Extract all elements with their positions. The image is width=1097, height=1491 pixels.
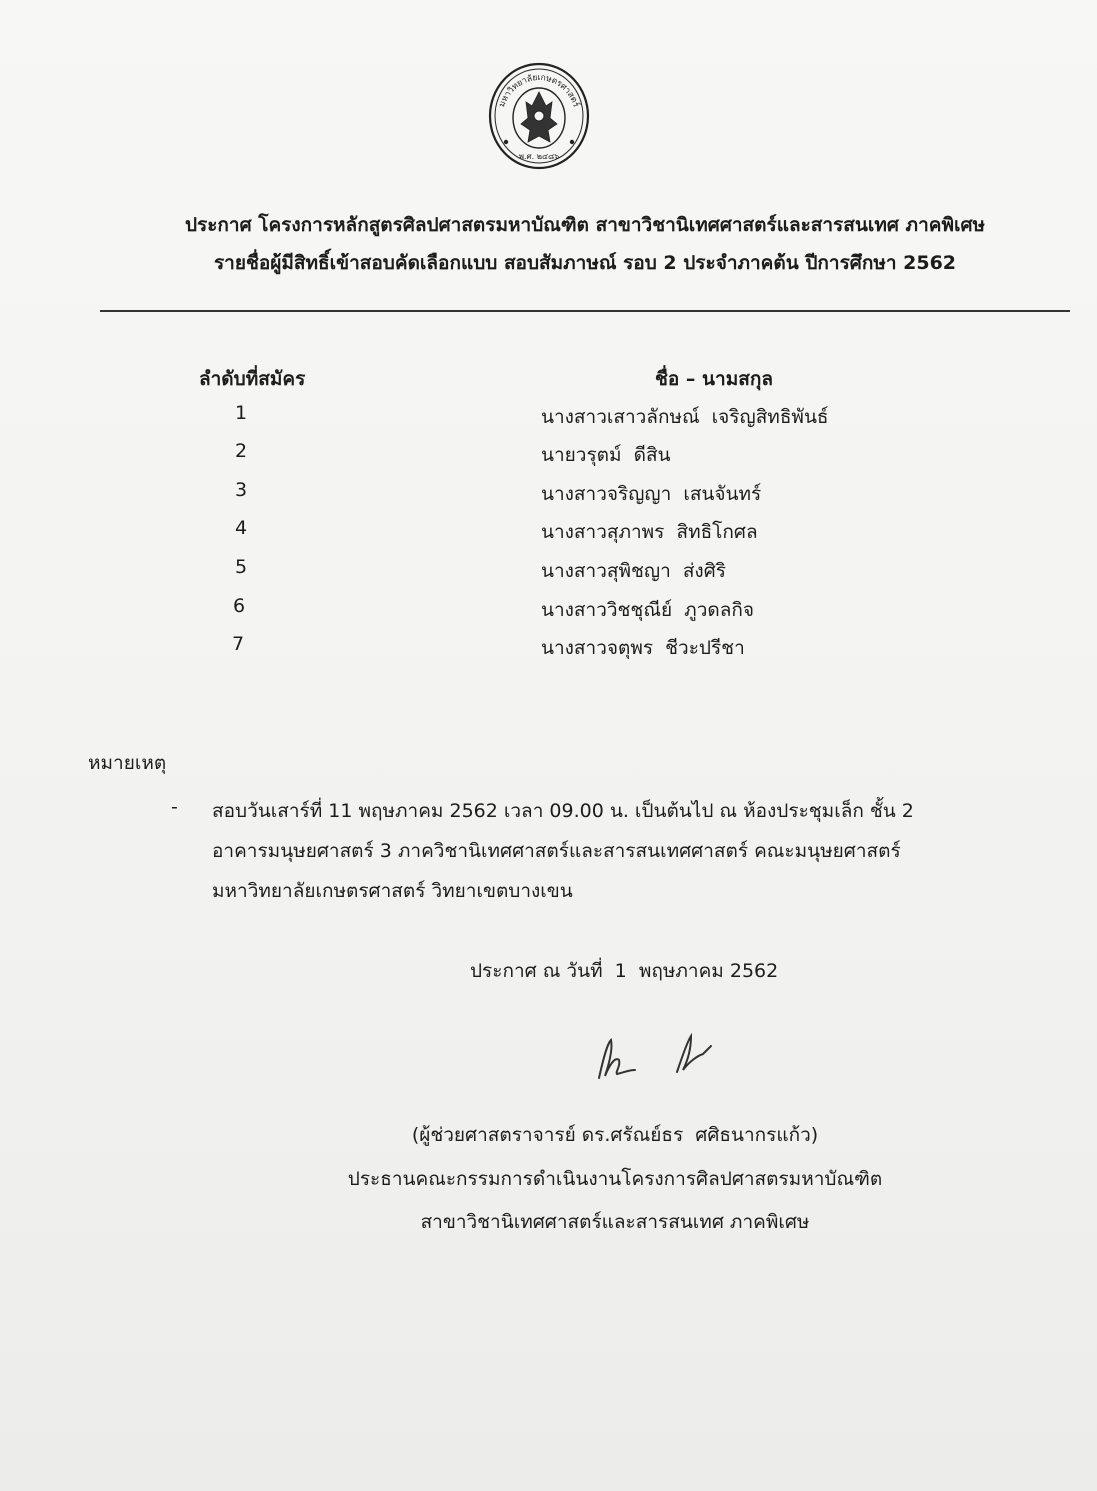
row-number: 1 xyxy=(234,402,248,424)
notes-label: หมายเหตุ xyxy=(88,752,167,774)
row-name: นางสาวเสาวลักษณ์ เจริญสิทธิพันธ์ xyxy=(541,406,829,428)
column-header-name: ชื่อ – นามสกุล xyxy=(655,368,773,390)
row-name: นางสาวสุพิชญา ส่งศิริ xyxy=(541,560,726,582)
notes-bullet: - xyxy=(171,796,178,818)
header-title-line1: ประกาศ โครงการหลักสูตรศิลปศาสตรมหาบัณฑิต สาขาวิชานิเทศศาสตร์และสารสนเทศ ภาคพิเศษ xyxy=(184,214,986,236)
row-number: 6 xyxy=(232,595,246,617)
signatory-title-line2: สาขาวิชานิเทศศาสตร์และสารสนเทศ ภาคพิเศษ xyxy=(420,1211,810,1233)
row-name: นายวรุตม์ ดีสิน xyxy=(541,444,671,466)
seal-text: มหาวิทยาลัยเกษตรศาสตร์ xyxy=(497,72,581,109)
row-name: นางสาววิชชุณีย์ ภูวดลกิจ xyxy=(541,599,754,621)
row-number: 4 xyxy=(234,517,248,539)
row-number: 2 xyxy=(234,440,248,462)
notes-line: สอบวันเสาร์ที่ 11 พฤษภาคม 2562 เวลา 09.00 น. เป็นต้นไป ณ ห้องประชุมเล็ก ชั้น 2 xyxy=(212,800,914,822)
notes-line: มหาวิทยาลัยเกษตรศาสตร์ วิทยาเขตบางเขน xyxy=(212,880,573,902)
announce-date: ประกาศ ณ วันที่ 1 พฤษภาคม 2562 xyxy=(470,960,779,982)
signatory-title-line1: ประธานคณะกรรมการดำเนินงานโครงการศิลปศาสตรมหาบัณฑิต xyxy=(347,1168,883,1190)
row-name: นางสาวสุภาพร สิทธิโกศล xyxy=(541,521,758,543)
notes-line: อาคารมนุษยศาสตร์ 3 ภาควิชานิเทศศาสตร์และสารสนเทศศาสตร์ คณะมนุษยศาสตร์ xyxy=(212,840,901,862)
header-title-line2: รายชื่อผู้มีสิทธิ์เข้าสอบคัดเลือกแบบ สอบสัมภาษณ์ รอบ 2 ประจำภาคต้น ปีการศึกษา 2562 xyxy=(213,252,957,274)
university-seal-icon xyxy=(488,62,590,170)
signatory-name: (ผู้ช่วยศาสตราจารย์ ดร.ศรัณย์ธร ศศิธนากรแก้ว) xyxy=(411,1124,819,1146)
row-name: นางสาวจริญญา เสนจันทร์ xyxy=(541,483,762,505)
seal-year: พ.ศ. ๒๔๘๖ xyxy=(518,152,560,161)
row-number: 3 xyxy=(234,479,248,501)
row-number: 7 xyxy=(231,633,245,655)
row-name: นางสาวจตุพร ชีวะปรีชา xyxy=(541,637,745,659)
row-number: 5 xyxy=(234,556,248,578)
column-header-number: ลำดับที่สมัคร xyxy=(199,368,306,390)
divider xyxy=(100,310,1070,312)
handwritten-signature-icon xyxy=(585,1020,735,1090)
